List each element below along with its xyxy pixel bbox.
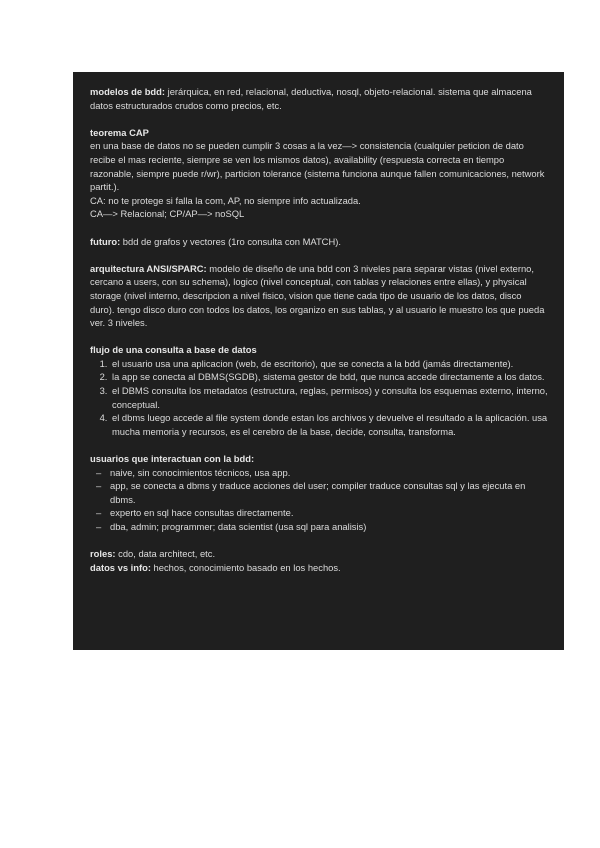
flujo-step: 3. el DBMS consulta los metadatos (estructura, reglas, permisos) y consulta los esquemas externo, interno, conceptual. <box>110 384 548 411</box>
usuarios-item <box>90 520 548 534</box>
usuarios-list <box>90 466 548 534</box>
datos-label: datos vs info: <box>90 561 151 573</box>
usuarios-item-text: app, se conecta a dbms y traduce acciones del user; compiler traduce consultas sql y las ejecuta en dbms. <box>110 480 526 505</box>
arquitectura-text: modelo de diseño de una bdd con 3 niveles para separar vistas (nivel externo, cercano a users, con su schema), logico (nivel conceptual, con tablas y relaciones entre ellas), y physical storage (nivel interno, descripcion a nivel fisico, vision que tiene cada tipo de usuario de los datos, disco duro). tengo disco duro con todos los datos, los organizo en sus tablas, y al usuario le muestro los que pueda ver. 3 niveles. <box>90 262 545 329</box>
note-block <box>73 72 564 650</box>
spacer <box>90 534 548 548</box>
dash-bullet: – <box>96 507 102 519</box>
datos-paragraph <box>90 561 548 575</box>
cap-body: en una base de datos no se pueden cumplir 3 cosas a la vez—> consistencia (cualquier peticion de dato recibe el mas reciente, siempre se ven los mismos datos), availability (respuesta correcta en tiempo razonable, siempre puede r/wr), particion tolerance (sistema funciona aunque fallen comunicaciones, network partit.). <box>90 140 545 193</box>
dash-bullet: – <box>96 521 102 532</box>
spacer <box>90 438 548 452</box>
roles-text: cdo, data architect, etc. <box>115 548 216 560</box>
modelos-label: modelos de bdd: <box>90 86 165 97</box>
usuarios-item-text: dba, admin; programmer; data scientist (usa sql para analisis) <box>110 521 367 532</box>
spacer <box>90 248 548 262</box>
flujo-step: 4. el dbms luego accede al file system donde estan los archivos y devuelve el resultado a la aplicación. usa mucha memoria y recursos, es el cerebro de la base, decide, consulta, transforma. <box>110 411 548 438</box>
flujo-heading: flujo de una consulta a base de datos <box>90 344 257 356</box>
roles-label: roles: <box>90 548 116 560</box>
flujo-steps <box>90 357 548 439</box>
usuarios-heading: usuarios que interactuan con la bdd: <box>90 453 255 465</box>
cap-line-ca: CA: no te protege si falla la com, AP, no siempre info actualizada. <box>90 194 361 206</box>
futuro-label: futuro: <box>90 235 121 247</box>
spacer <box>90 112 548 126</box>
dash-bullet: – <box>96 466 102 478</box>
futuro-text: bdd de grafos y vectores (1ro consulta con MATCH). <box>120 235 341 247</box>
cap-line-cp: CA—> Relacional; CP/AP—> noSQL <box>90 208 245 220</box>
roles-paragraph <box>90 547 548 561</box>
usuarios-item <box>90 479 548 506</box>
usuarios-item-text: experto en sql hace consultas directamente. <box>110 507 294 519</box>
datos-text: hechos, conocimiento basado en los hechos. <box>150 561 341 573</box>
flujo-step: 1. el usuario usa una aplicacion (web, de escritorio), que se conecta a la bdd (jamás directamente). <box>110 357 548 371</box>
dash-bullet: – <box>96 480 102 492</box>
usuarios-item <box>90 466 548 480</box>
arquitectura-paragraph <box>90 262 548 330</box>
usuarios-item-text: naive, sin conocimientos técnicos, usa app. <box>110 466 291 478</box>
futuro-paragraph <box>90 235 548 249</box>
modelos-paragraph <box>90 85 548 112</box>
usuarios-item <box>90 506 548 520</box>
spacer <box>90 221 548 235</box>
spacer <box>90 330 548 344</box>
flujo-step: 2. la app se conecta al DBMS(SGDB), sistema gestor de bdd, que nunca accede directamente a los datos. <box>110 370 548 384</box>
modelos-text: jerárquica, en red, relacional, deductiva, nosql, objeto-relacional. sistema que almacena datos estructurados crudos como precios, etc. <box>90 86 532 111</box>
arquitectura-label: arquitectura ANSI/SPARC: <box>90 262 207 274</box>
cap-heading: teorema CAP <box>90 126 149 138</box>
